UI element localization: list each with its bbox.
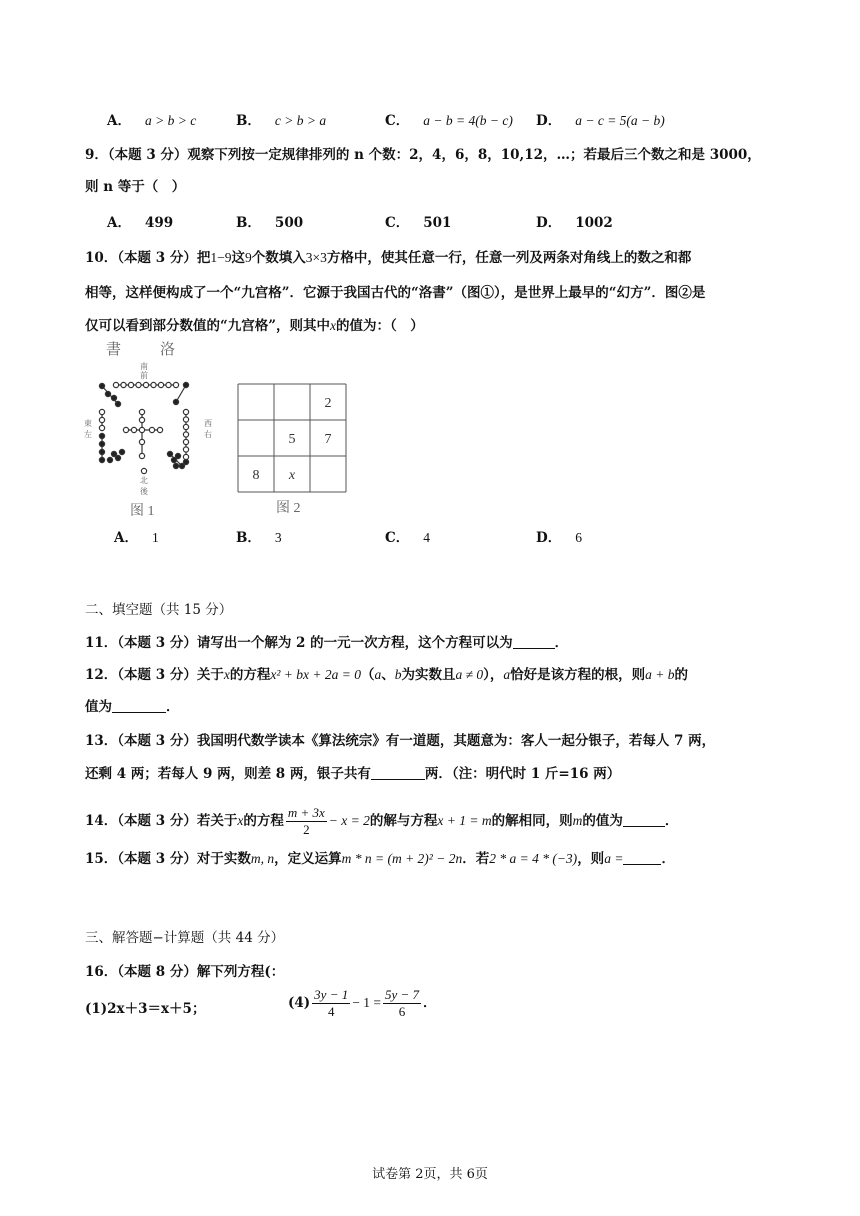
q10-option-c: C． 4 — [385, 530, 430, 546]
white-dot — [139, 427, 144, 432]
q16-part1: (1)2x＋3＝x＋5； — [85, 1001, 206, 1017]
white-dot — [139, 439, 144, 444]
q8-option-d: D． a − c = 5(a − b) — [536, 113, 665, 129]
fig1-west-1: 西 — [204, 419, 212, 428]
q14-fraction: $\frac{m + 3x}{2}$ — [287, 805, 325, 837]
black-dot — [107, 457, 112, 462]
white-dot — [157, 427, 162, 432]
white-dot — [113, 382, 118, 387]
page-footer: 试卷第 2页，共 6页 — [372, 1167, 488, 1182]
q13-answer-blank[interactable] — [371, 765, 425, 780]
q14-answer-blank[interactable] — [623, 812, 665, 827]
section-2-title: 二、填空题（共 15 分） — [85, 602, 233, 618]
fig1-west-2: 右 — [204, 430, 212, 439]
black-dot — [119, 449, 124, 454]
black-dot — [111, 395, 116, 400]
q9-option-a: A． 499 — [107, 215, 174, 231]
white-dot — [183, 409, 188, 414]
q10-stem-line3: 仅可以看到部分数值的“九宫格”，则其中x的值为：（ ） — [85, 318, 424, 334]
white-dot — [139, 417, 144, 422]
white-dot — [173, 382, 178, 387]
q16-part4: (4) $\frac{3y - 1}{4}$ − 1 = $\frac{5y - 7}{6}$ ． — [288, 987, 437, 1019]
white-dot — [139, 453, 144, 458]
black-dot — [99, 433, 104, 438]
grid-cell-value: 2 — [324, 396, 332, 411]
black-dot — [183, 459, 188, 464]
black-dot — [173, 463, 178, 468]
q9-option-c: C． 501 — [385, 215, 452, 231]
white-dot — [166, 382, 171, 387]
q16-fraction-1: $\frac{3y - 1}{4}$ — [314, 987, 349, 1019]
q11-answer-blank[interactable] — [513, 634, 555, 649]
fig1-south-2: 前 — [140, 371, 148, 380]
grid-cell-value: 8 — [252, 468, 260, 483]
white-dot — [99, 417, 104, 422]
fig1-north-2: 後 — [140, 487, 148, 496]
q10-option-b: B． 3 — [236, 530, 282, 546]
q10-option-a: A． 1 — [114, 530, 159, 546]
black-dot — [105, 391, 110, 396]
white-dot — [121, 382, 126, 387]
black-dot — [99, 441, 104, 446]
black-dot — [173, 399, 178, 404]
q10-option-d: D． 6 — [536, 530, 582, 546]
q16-title: 16．（本题 8 分）解下列方程(： — [85, 964, 285, 980]
q9-stem-line1: 9．（本题 3 分）观察下列按一定规律排列的 n 个数：2，4，6，8，10,12，…；若最后三个数之和是 3000， — [85, 147, 761, 163]
q8-option-a: A． a > b > c — [107, 113, 197, 129]
white-dot — [183, 417, 188, 422]
white-dot — [183, 447, 188, 452]
fig1-east-2: 左 — [84, 430, 92, 439]
fig2-caption: 图 2 — [276, 501, 301, 516]
white-dot — [183, 432, 188, 437]
black-dot — [175, 453, 180, 458]
white-dot — [139, 409, 144, 414]
white-dot — [141, 468, 146, 473]
fig1-south-1: 南 — [140, 362, 148, 371]
q10-stem-line2: 相等，这样便构成了一个“九宫格”．它源于我国古代的“洛書”（图①），是世界上最早的“幻方”．图②是 — [85, 285, 706, 301]
luoshu-figure — [82, 340, 222, 522]
white-dot — [128, 382, 133, 387]
black-dot — [115, 401, 120, 406]
q14: 14．（本题 3 分）若关于x的方程 $\frac{m + 3x}{2}$ − x = 2的解与方程x + 1 = m的解相同，则m的值为 ． — [85, 805, 679, 837]
white-dot — [183, 439, 188, 444]
white-dot — [99, 409, 104, 414]
white-dot — [143, 382, 148, 387]
q9-option-b: B． 500 — [236, 215, 304, 231]
black-dot — [115, 455, 120, 460]
fig1-north-1: 北 — [140, 476, 148, 485]
black-dot — [183, 382, 188, 387]
q12-line1: 12．（本题 3 分）关于x的方程x² + bx + 2a = 0（a、b为实数且a ≠ 0），a恰好是该方程的根，则a + b的 — [85, 667, 689, 683]
grid-cell-value: x — [288, 468, 296, 483]
fig1-caption: 图 1 — [130, 504, 155, 519]
q10-stem-line1: 10．（本题 3 分）把1−9这9个数填入3×3方格中，使其任意一行，任意一列及两条对角线上的数之和都 — [85, 250, 692, 266]
section-3-title: 三、解答题−计算题（共 44 分） — [85, 930, 285, 946]
q13-line2: 还剩 4 两；若每人 9 两，则差 8 两，银子共有 两．（注：明代时 1 斤=16 两） — [85, 766, 621, 782]
q12-answer-blank[interactable] — [112, 698, 166, 713]
magic-square-figure — [236, 382, 348, 518]
white-dot — [131, 427, 136, 432]
black-dot — [99, 457, 104, 462]
white-dot — [123, 427, 128, 432]
q16-fraction-2: $\frac{5y - 7}{6}$ — [384, 987, 419, 1019]
fig1-title-right: 洛 — [160, 342, 176, 358]
white-dot — [149, 427, 154, 432]
white-dot — [136, 382, 141, 387]
white-dot — [158, 382, 163, 387]
fig1-east-1: 東 — [84, 419, 92, 428]
grid-cell-value: 7 — [324, 432, 332, 447]
grid-cell-value: 5 — [288, 432, 296, 447]
q9-stem-line2: 则 n 等于（ ） — [85, 179, 186, 195]
q15: 15．（本题 3 分）对于实数m, n，定义运算m * n = (m + 2)² − 2n．若2 * a = 4 * (−3)，则a = ． — [85, 851, 675, 867]
q11: 11．（本题 3 分）请写出一个解为 2 的一元一次方程，这个方程可以为 ． — [85, 635, 569, 651]
white-dot — [151, 382, 156, 387]
black-dot — [99, 449, 104, 454]
q15-answer-blank[interactable] — [623, 850, 661, 865]
q12-line2: 值为 ． — [85, 699, 180, 715]
fig1-title-left: 書 — [106, 342, 122, 358]
q13-line1: 13．（本题 3 分）我国明代数学读本《算法统宗》有一道题，其题意为：客人一起分银子，若每人 7 两， — [85, 733, 716, 749]
white-dot — [99, 425, 104, 430]
q8-option-c: C． a − b = 4(b − c) — [385, 113, 513, 129]
black-dot — [99, 383, 104, 388]
black-dot — [167, 451, 172, 456]
white-dot — [183, 424, 188, 429]
q8-option-b: B． c > b > a — [236, 113, 327, 129]
q9-option-d: D． 1002 — [536, 215, 613, 231]
